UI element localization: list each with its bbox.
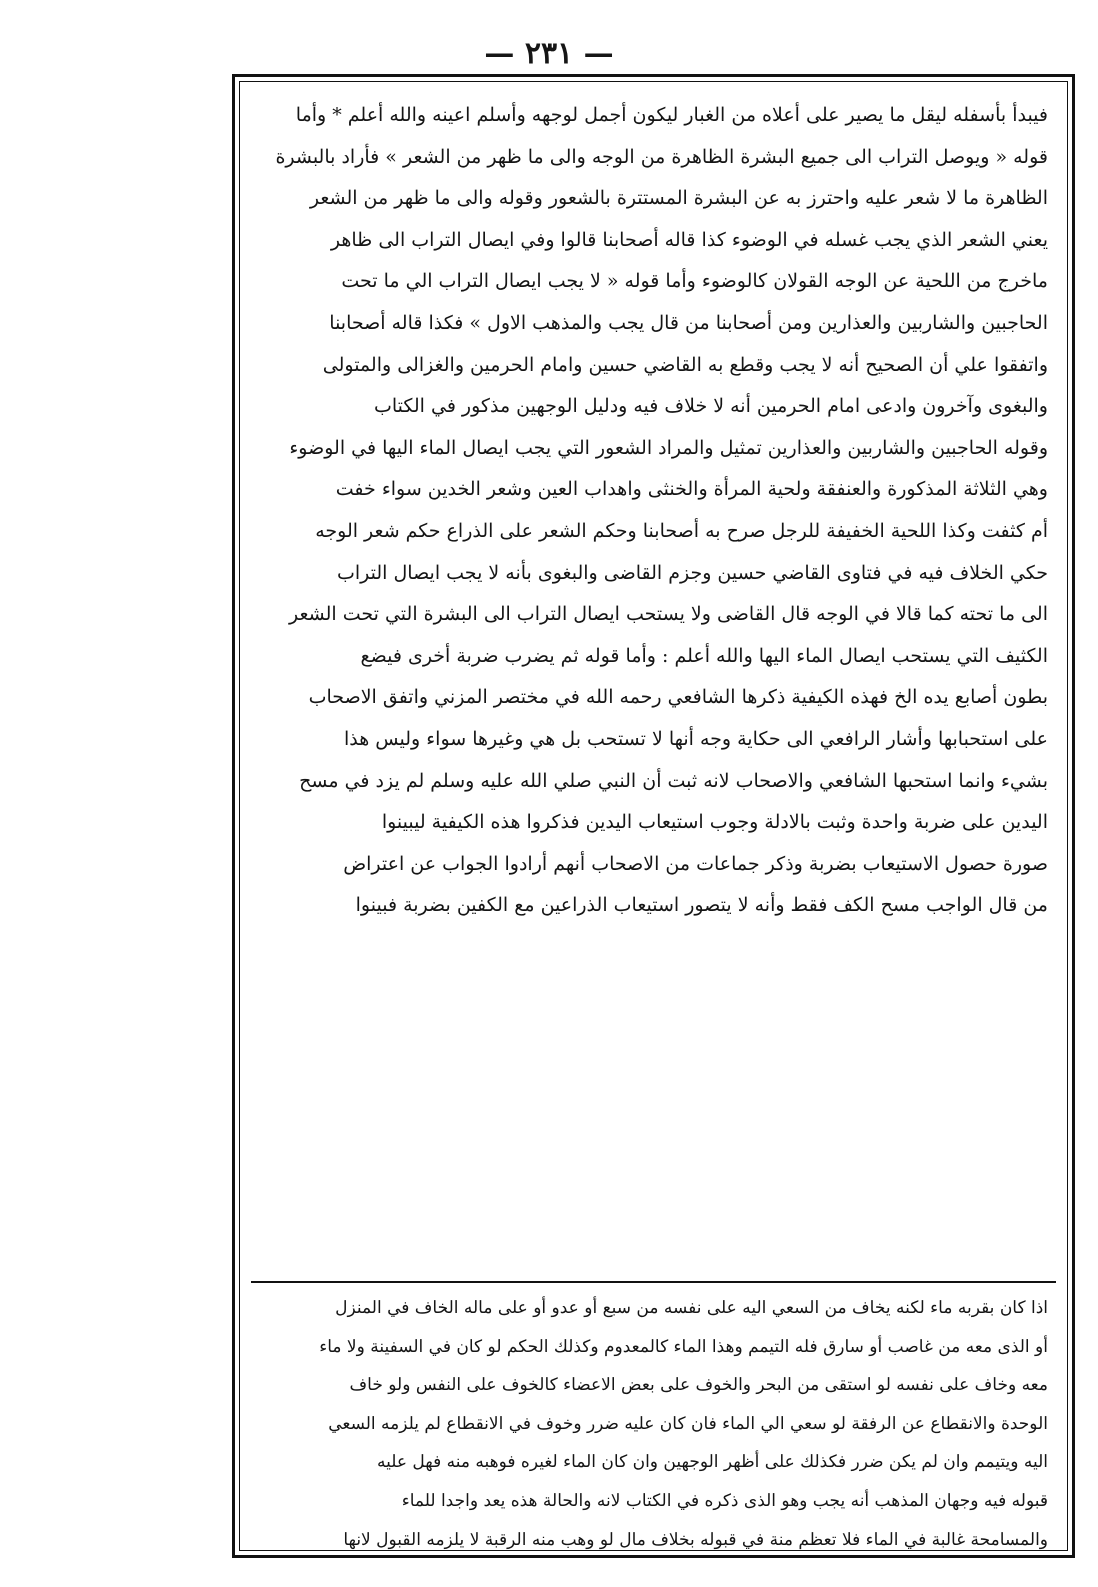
text-line: الحاجبين والشاربين والعذارين ومن أصحابنا من قال يجب والمذهب الاول » فكذا قاله أصحابنا: [329, 311, 1048, 334]
text-line: واتفقوا علي أن الصحيح أنه لا يجب وقطع به القاضي حسين وامام الحرمين والغزالى والمتولى: [322, 353, 1048, 376]
text-line: صورة حصول الاستيعاب بضربة وذكر جماعات من الاصحاب أنهم أرادوا الجواب عن اعتراض: [343, 852, 1048, 875]
footnote-line: والمسامحة غالبة في الماء فلا تعظم منة في قبوله بخلاف مال لو وهب منه الرقبة لا يلزمه القبول لانها: [343, 1529, 1048, 1550]
text-line: ماخرج من اللحية عن الوجه القولان كالوضوء وأما قوله « لا يجب ايصال التراب الي ما تحت: [341, 270, 1048, 293]
text-line: بطون أصابع يده الخ فهذه الكيفية ذكرها الشافعي رحمه الله في مختصر المزني واتفق الاصحاب: [308, 686, 1048, 709]
text-line: فيبدأ بأسفله ليقل ما يصير على أعلاه من الغبار ليكون أجمل لوجهه وأسلم اعينه والله أعلم * وأما: [295, 104, 1048, 126]
text-line: قوله « ويوصل التراب الى جميع البشرة الظاهرة من الوجه والى ما ظهر من الشعر » فأراد بالبشرة: [275, 145, 1048, 168]
text-line: والبغوى وآخرون وادعى امام الحرمين أنه لا خلاف فيه ودليل الوجهين مذكور في الكتاب: [373, 395, 1048, 418]
footnote-line: الوحدة والانقطاع عن الرفقة لو سعي الي الماء فان كان عليه ضرر وخوف في الانقطاع لم يلزمه السعي: [328, 1413, 1048, 1434]
text-line: بشيء وانما استحبها الشافعي والاصحاب لانه ثبت أن النبي صلي الله عليه وسلم لم يزد في مسح: [299, 769, 1048, 792]
text-line: وقوله الحاجبين والشاربين والعذارين تمثيل والمراد الشعور التي يجب ايصال الماء اليها في الوضوء: [289, 436, 1048, 459]
page-number: — ٢٣١ —: [484, 36, 614, 71]
text-line: وهي الثلاثة المذكورة والعنفقة ولحية المرأة والخنثى واهداب العين وشعر الخدين سواء خفت: [335, 478, 1048, 501]
text-line: الى ما تحته كما قالا في الوجه قال القاضى ولا يستحب ايصال التراب الى البشرة التي تحت الشعر: [289, 603, 1048, 626]
footnote-line: اذا كان بقربه ماء لكنه يخاف من السعي اليه على نفسه من سبع أو عدو أو على ماله الخاف في المنزل: [335, 1298, 1048, 1318]
page-frame: [232, 74, 1075, 1558]
text-line: الظاهرة ما لا شعر عليه واحترز به عن البشرة المستترة بالشعور وقوله والى ما ظهر من الشعر: [309, 187, 1048, 210]
text-line: حكي الخلاف فيه في فتاوى القاضي حسين وجزم القاضى والبغوى بأنه لا يجب ايصال التراب: [336, 561, 1048, 584]
text-line: من قال الواجب مسح الكف فقط وأنه لا يتصور استيعاب الذراعين مع الكفين بضربة فبينوا: [355, 894, 1048, 917]
text-line: يعني الشعر الذي يجب غسله في الوضوء كذا قاله أصحابنا قالوا وفي ايصال التراب الى ظاهر: [330, 228, 1048, 251]
footnote-line: معه وخاف على نفسه لو استقى من البحر والخوف على بعض الاعضاء كالخوف على النفس ولو خاف: [349, 1375, 1048, 1396]
footnote-line: قبوله فيه وجهان المذهب أنه يجب وهو الذى ذكره في الكتاب لانه والحالة هذه يعد واجدا للماء: [401, 1490, 1048, 1511]
main-text: [259, 95, 1048, 927]
text-line: أم كثفت وكذا اللحية الخفيفة للرجل صرح به أصحابنا وحكم الشعر على الذراع حكم شعر الوجه: [315, 519, 1048, 542]
footnote-line: أو الذى معه من غاصب أو سارق فله التيمم وهذا الماء كالمعدوم وكذلك الحكم لو كان في السفينة ولا ماء: [319, 1336, 1048, 1357]
text-line: الكثيف التي يستحب ايصال الماء اليها والله أعلم : وأما قوله ثم يضرب ضربة أخرى فيضع: [360, 644, 1048, 667]
footnote-line: اليه ويتيمم وان لم يكن ضرر فكذلك على أظهر الوجهين وان كان الماء لغيره فوهبه منه فهل عليه: [376, 1452, 1048, 1473]
text-line: اليدين على ضربة واحدة وثبت بالادلة وجوب استيعاب اليدين فذكروا هذه الكيفية ليبينوا: [381, 811, 1048, 834]
footnote-text: [259, 1289, 1048, 1559]
text-line: على استحبابها وأشار الرافعي الى حكاية وجه أنها لا تستحب بل هي وغيرها سواء وليس هذا: [343, 727, 1048, 750]
section-divider: [251, 1281, 1056, 1283]
